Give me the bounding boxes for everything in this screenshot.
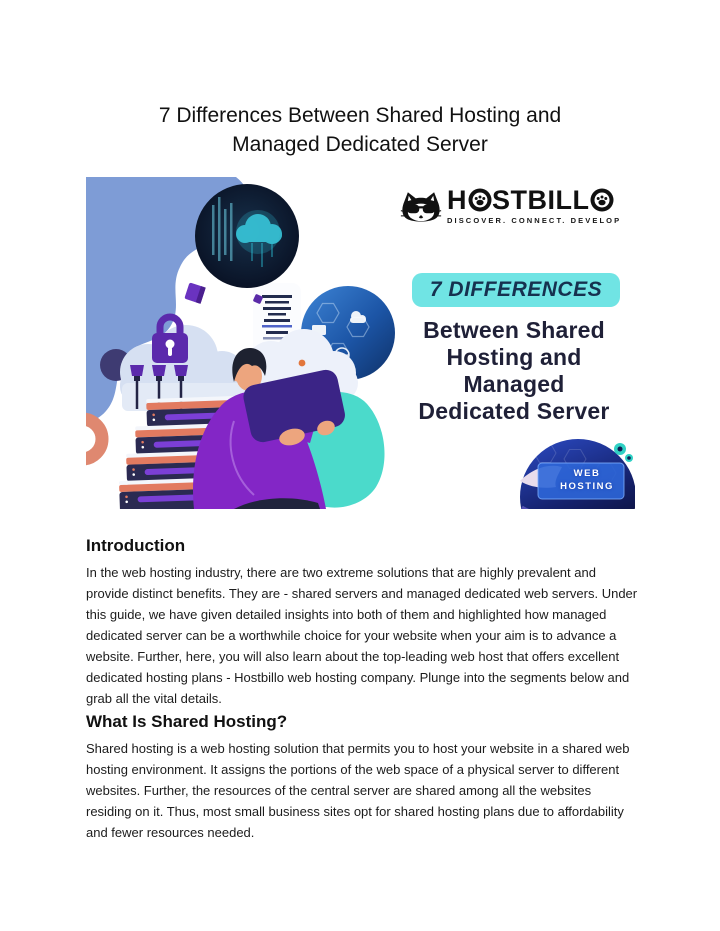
introduction-paragraph [86,562,642,709]
text-line: provide distinct benefits. They are - shared servers and managed dedicated web servers. Under [86,586,638,601]
purple-cube [184,282,205,303]
brand-tagline: DISCOVER. CONNECT. DEVELOP [447,216,622,225]
text-line: dedicated server can be a worthwhile choice for your website when your aim is to advance a [86,628,617,643]
page-title: 7 Differences Between Shared Hosting and Managed Dedicated Server [158,104,562,156]
cat-logo-icon [400,189,442,227]
article-body [86,535,642,843]
text-line: websites. Further, the resources of the central server are shared among all the websites [86,783,592,798]
text-line: hosting environment. It assigns the portions of the web space of a physical server to different [86,762,620,777]
hostbillo-logo [400,185,621,227]
text-line: website. Further, here, you will also learn about the top-leading web host that offers excellent [86,649,620,664]
section-heading-introduction: Introduction [86,536,186,555]
text-line: In the web hosting industry, there are two extreme solutions that are highly prevalent and [86,565,596,580]
cloud-computing-photo [195,184,299,288]
orange-dot [299,360,306,367]
text-line: residing on it. Thus, most small business sites opt for shared hosting plans due to affordability [86,804,624,819]
brand-letter: H [447,185,467,215]
differences-badge: 7 DIFFERENCES [412,273,620,307]
paw-o-icon [590,187,614,213]
text-line: dedicated hosting plans - Hostbillo web hosting company. Plunge into the segments below and [86,670,630,685]
web-hosting-label: WEB HOSTING [560,468,614,492]
text-line: and fewer resources needed. [86,825,255,840]
text-line: grab all the vital details. [86,691,222,706]
shared-hosting-paragraph [86,738,642,843]
headline-line: Between Shared [423,317,605,343]
coral-ring-shape [86,419,102,459]
brand-name [447,185,621,215]
title-block [0,0,720,159]
headline-line: Dedicated Server [418,398,610,424]
headline-line: Managed [463,371,565,397]
paw-o-icon [468,187,492,213]
text-line: Shared hosting is a web hosting solution that permits you to host your website in a shared web [86,741,630,756]
banner-headline [382,317,635,425]
brand-letters: STBILL [492,185,590,215]
section-heading-what-is-shared-hosting: What Is Shared Hosting? [86,712,288,731]
text-line: this guide, we have given detailed insights into both of them and highlighted how managed [86,607,607,622]
banner-image[interactable] [86,177,635,509]
headline-line: Hosting and [446,344,582,370]
